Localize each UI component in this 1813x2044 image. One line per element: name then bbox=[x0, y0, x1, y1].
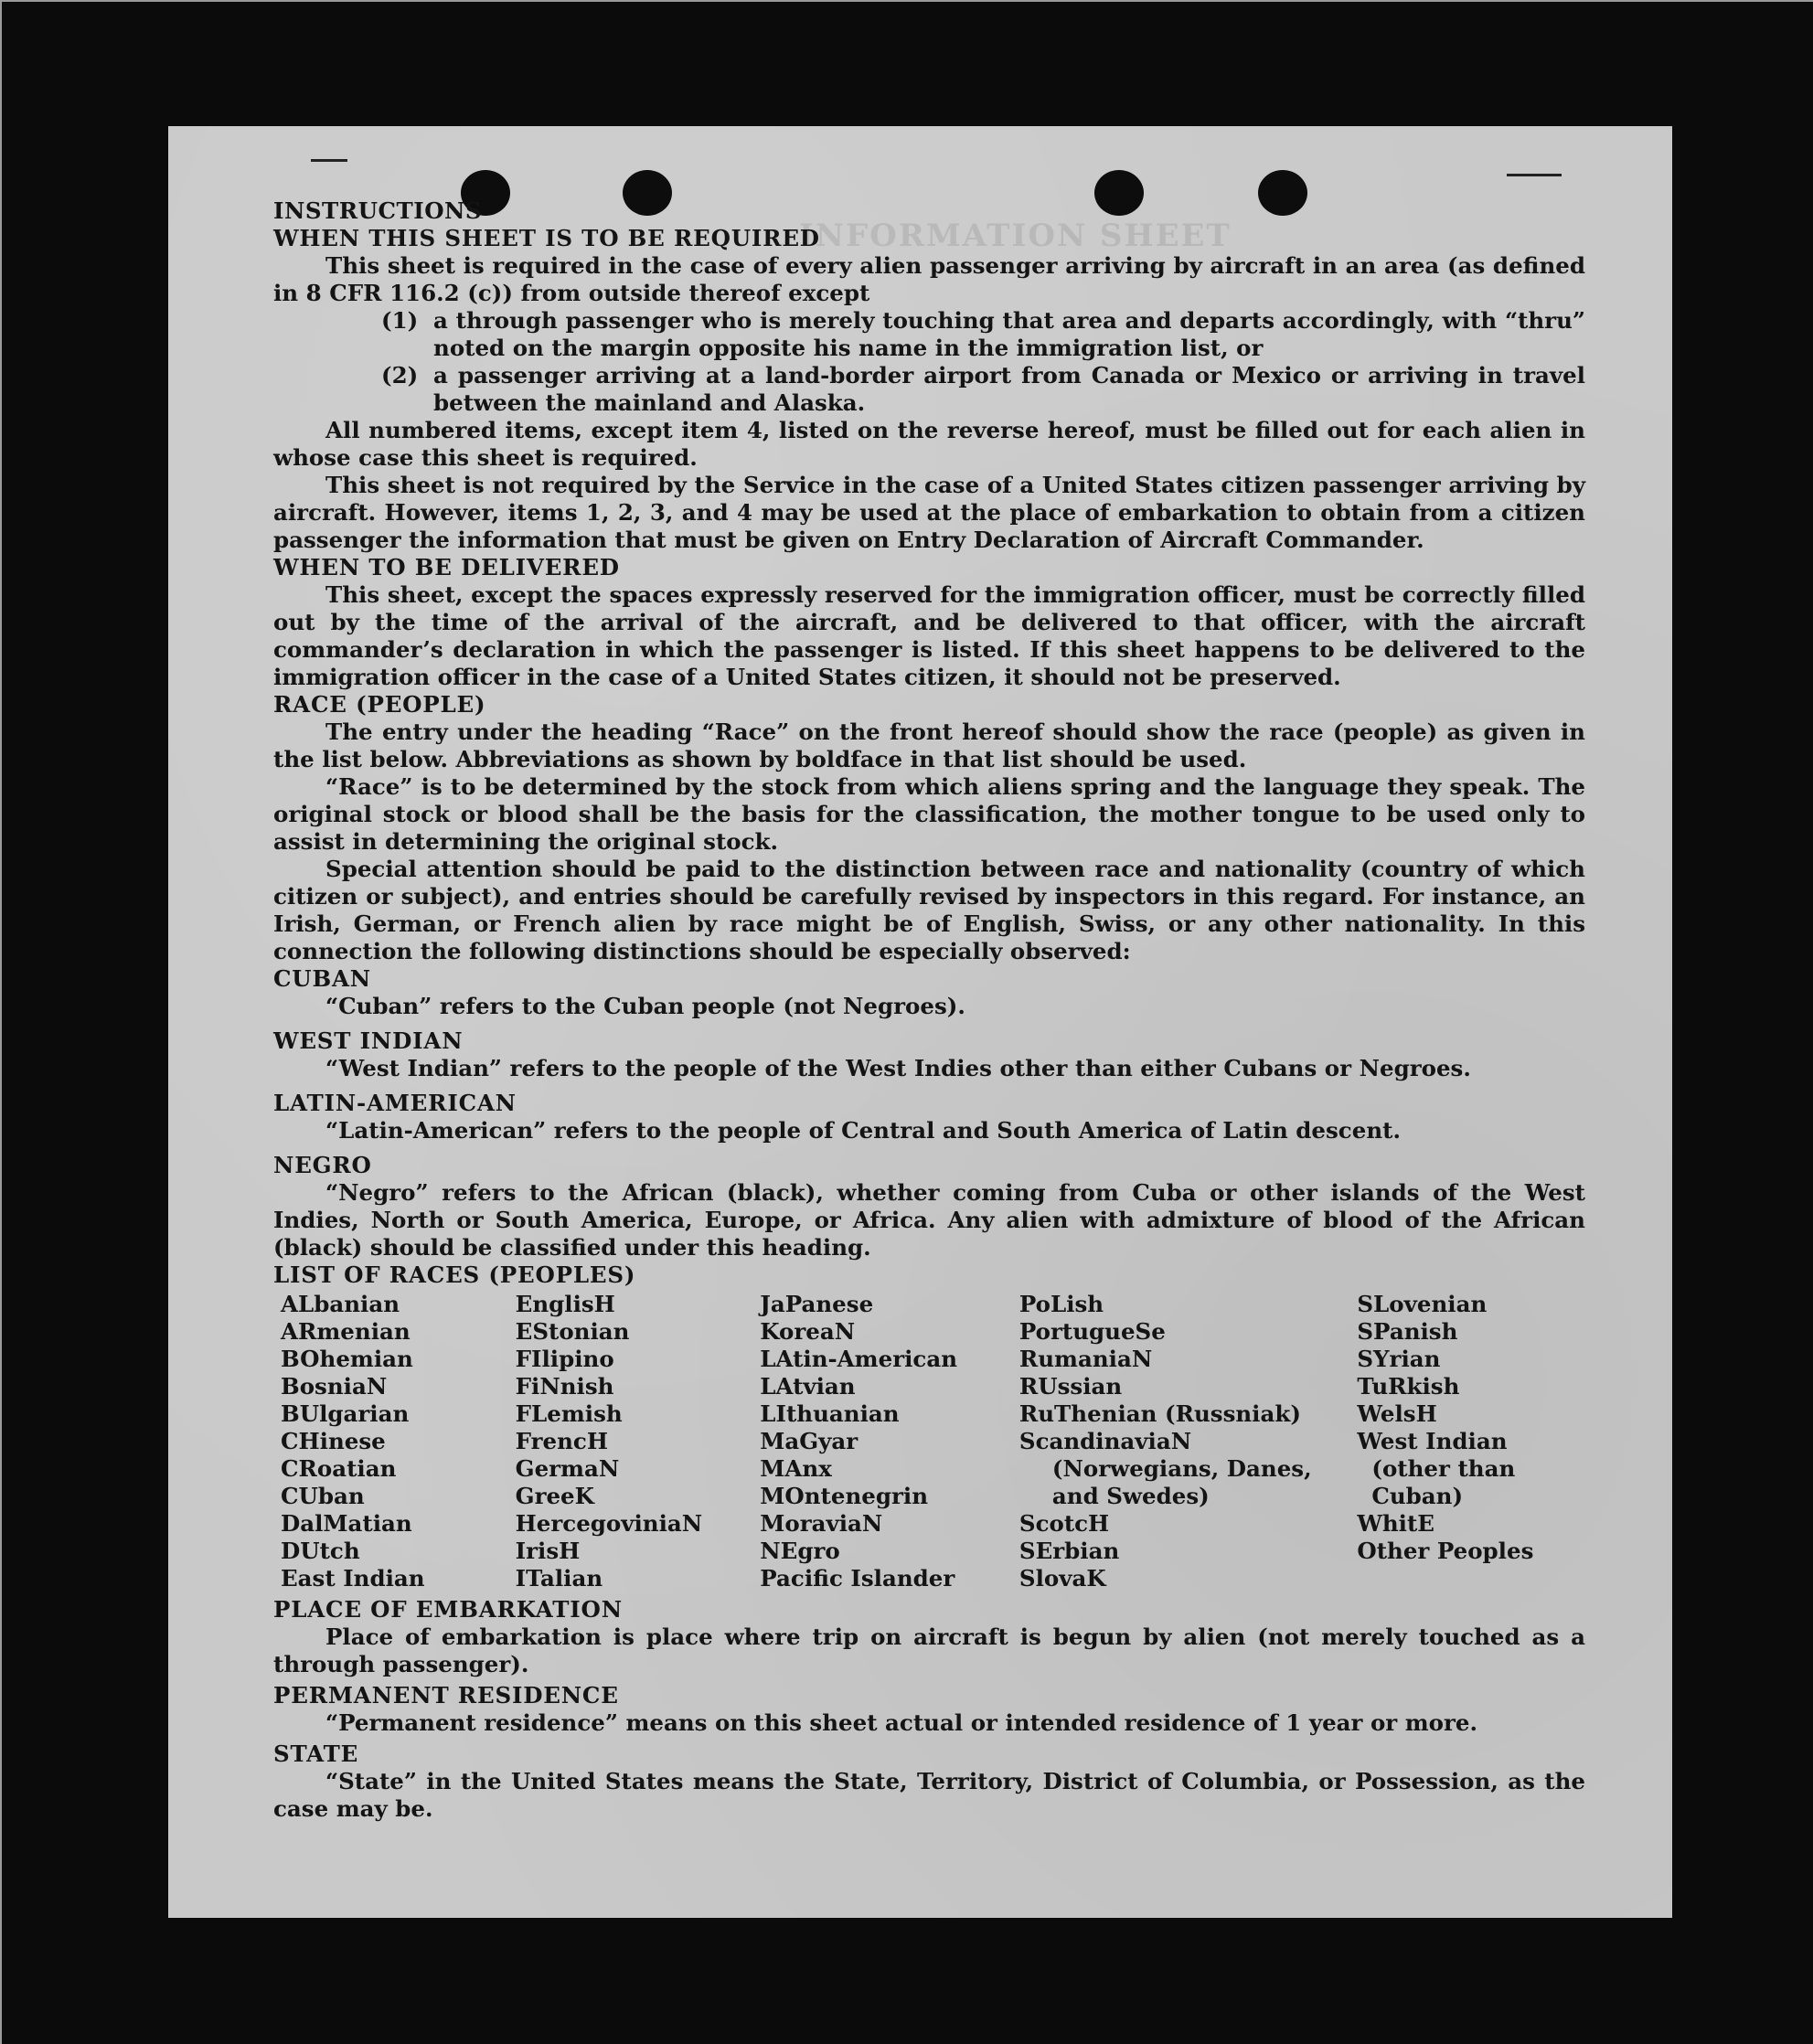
race-entry: ITalian bbox=[515, 1565, 603, 1592]
race-entry: BosniaN bbox=[281, 1373, 388, 1400]
race-entry: ARmenian bbox=[281, 1318, 411, 1345]
race-entry: IrisH bbox=[515, 1538, 581, 1564]
paragraph: This sheet is not required by the Service in the case of a United States citizen passenger arriving by aircraft. However, items 1, 2, 3, and 4 may be used at the place of embarkation to obtain from a citizen passenger the information that must be given on Entry Declaration of Aircraft Commander. bbox=[273, 472, 1585, 553]
race-entry: MAnx bbox=[760, 1455, 832, 1482]
race-entry: FrencH bbox=[515, 1428, 608, 1454]
subheading: LATIN-AMERICAN bbox=[273, 1090, 517, 1116]
race-entry: East Indian bbox=[281, 1565, 425, 1592]
section-heading: STATE bbox=[273, 1741, 359, 1767]
race-column bbox=[281, 1291, 516, 1592]
paragraph: The entry under the heading “Race” on the front hereof should show the race (people) as given in the list below. Abbreviations as shown by boldface in that list should be used. bbox=[273, 719, 1585, 772]
race-entry: LAtin-American bbox=[760, 1346, 958, 1372]
paragraph: “Race” is to be determined by the stock from which aliens spring and the language they speak. The original stock or blood shall be the basis for the classification, the mother tongue to be used only to assist in determining the original stock. bbox=[273, 773, 1585, 855]
race-entry: MoraviaN bbox=[760, 1510, 883, 1537]
scan-mark bbox=[1507, 174, 1562, 176]
instructions-text bbox=[273, 197, 1585, 1823]
race-entry: PortugueSe bbox=[1018, 1318, 1166, 1345]
paragraph: All numbered items, except item 4, listed on the reverse hereof, must be filled out for each alien in whose case this sheet is required. bbox=[273, 417, 1585, 471]
race-entry: DalMatian bbox=[281, 1510, 412, 1537]
bleed-through-title: INFORMATION SHEET bbox=[799, 218, 1232, 254]
race-entry: CRoatian bbox=[281, 1455, 397, 1482]
race-entry: EnglisH bbox=[515, 1291, 615, 1317]
race-entry: FLemish bbox=[515, 1400, 623, 1427]
race-entry: SErbian bbox=[1018, 1538, 1120, 1564]
paragraph: Place of embarkation is place where trip on aircraft is begun by alien (not merely touched as a through passenger). bbox=[273, 1623, 1585, 1677]
race-entry: SLovenian bbox=[1357, 1291, 1488, 1317]
race-entry: MaGyar bbox=[760, 1428, 859, 1454]
race-entry: FiNnish bbox=[515, 1373, 614, 1400]
race-entry: NEgro bbox=[760, 1538, 840, 1564]
paragraph: “Permanent residence” means on this sheet actual or intended residence of 1 year or more. bbox=[325, 1709, 1478, 1736]
race-entry: SYrian bbox=[1357, 1346, 1441, 1372]
paragraph: Special attention should be paid to the distinction between race and nationality (country of which citizen or subject), and entries should be carefully revised by inspectors in this regard. For instance, an Irish, German, or French alien by race might be of English, Swiss, or any other nationality. In this connection the following distinctions should be especially observed: bbox=[273, 856, 1585, 964]
race-entry: SlovaK bbox=[1018, 1565, 1106, 1592]
race-entry: RUssian bbox=[1018, 1373, 1123, 1400]
exception-item: (1) a through passenger who is merely touching that area and departs accordingly, with “thru” noted on the margin opposite his name in the immigration list, or bbox=[381, 307, 1585, 361]
exception-item: (2) a passenger arriving at a land-border airport from Canada or Mexico or arriving in travel between the mainland and Alaska. bbox=[381, 362, 1585, 416]
race-entry: ScotcH bbox=[1018, 1510, 1110, 1537]
race-entry: JaPanese bbox=[760, 1291, 874, 1317]
race-entry: ALbanian bbox=[281, 1291, 400, 1317]
paragraph: “State” in the United States means the State, Territory, District of Columbia, or Possession, as the case may be. bbox=[273, 1768, 1585, 1822]
race-entry: KoreaN bbox=[760, 1318, 856, 1345]
race-list bbox=[281, 1291, 1585, 1592]
race-entry: WelsH bbox=[1357, 1400, 1437, 1427]
race-entry: Other Peoples bbox=[1357, 1538, 1534, 1564]
race-entry: HercegoviniaN bbox=[515, 1510, 703, 1537]
document-page bbox=[168, 126, 1672, 1918]
definition: “West Indian” refers to the people of the West Indies other than either Cubans or Negroes. bbox=[325, 1055, 1471, 1081]
race-entry: MOntenegrin bbox=[760, 1483, 929, 1509]
definition: “Latin-American” refers to the people of Central and South America of Latin descent. bbox=[325, 1117, 1401, 1144]
section-heading: PLACE OF EMBARKATION bbox=[273, 1596, 623, 1623]
race-entry: BOhemian bbox=[281, 1346, 413, 1372]
frame-border-top bbox=[0, 0, 1813, 2]
section-heading: WHEN THIS SHEET IS TO BE REQUIRED bbox=[273, 225, 820, 251]
definition: “Cuban” refers to the Cuban people (not Negroes). bbox=[325, 993, 965, 1019]
race-entry: ScandinaviaN (Norwegians, Danes, and Swedes) bbox=[1018, 1428, 1312, 1509]
frame-border-left bbox=[0, 0, 2, 2044]
race-entry: Pacific Islander bbox=[760, 1565, 955, 1592]
race-column bbox=[516, 1291, 761, 1592]
subheading: WEST INDIAN bbox=[273, 1027, 464, 1054]
race-entry: RuThenian (Russniak) bbox=[1018, 1400, 1301, 1427]
race-entry: GermaN bbox=[515, 1455, 620, 1482]
race-entry: FIlipino bbox=[515, 1346, 614, 1372]
race-entry: West Indian (other than Cuban) bbox=[1357, 1428, 1516, 1509]
paragraph: This sheet, except the spaces expressly reserved for the immigration officer, must be correctly filled out by the time of the arrival of the aircraft, and be delivered to that officer, with the aircraft commander’s declaration in which the passenger is listed. If this sheet happens to be delivered to the immigration officer in the case of a United States citizen, it should not be preserved. bbox=[273, 581, 1585, 690]
race-entry: LIthuanian bbox=[760, 1400, 900, 1427]
race-entry: SPanish bbox=[1357, 1318, 1458, 1345]
race-column bbox=[1357, 1291, 1585, 1592]
section-heading: WHEN TO BE DELIVERED bbox=[273, 554, 620, 580]
subheading: NEGRO bbox=[273, 1152, 372, 1178]
race-entry: EStonian bbox=[515, 1318, 630, 1345]
race-column bbox=[760, 1291, 1019, 1592]
section-heading: PERMANENT RESIDENCE bbox=[273, 1682, 619, 1709]
subheading: CUBAN bbox=[273, 965, 371, 992]
page-title: INSTRUCTIONS bbox=[273, 197, 483, 224]
race-entry: GreeK bbox=[515, 1483, 594, 1509]
race-entry: TuRkish bbox=[1357, 1373, 1460, 1400]
race-column bbox=[1019, 1291, 1357, 1592]
race-entry: BUlgarian bbox=[281, 1400, 410, 1427]
definition: “Negro” refers to the African (black), whether coming from Cuba or other islands of the West Indies, North or South America, Europe, or Africa. Any alien with admixture of blood of the African (black) should be classified under this heading. bbox=[273, 1179, 1585, 1261]
race-entry: WhitE bbox=[1357, 1510, 1434, 1537]
section-heading: RACE (PEOPLE) bbox=[273, 691, 486, 718]
race-entry: LAtvian bbox=[760, 1373, 856, 1400]
race-entry: PoLish bbox=[1018, 1291, 1104, 1317]
scan-mark bbox=[311, 159, 347, 162]
race-entry: CHinese bbox=[281, 1428, 386, 1454]
paragraph: This sheet is required in the case of every alien passenger arriving by aircraft in an area (as defined in 8 CFR 116.2 (c)) from outside thereof except bbox=[273, 252, 1585, 306]
race-entry: RumaniaN bbox=[1018, 1346, 1153, 1372]
race-entry: CUban bbox=[281, 1483, 365, 1509]
section-heading: LIST OF RACES (PEOPLES) bbox=[273, 1262, 636, 1288]
race-entry: DUtch bbox=[281, 1538, 360, 1564]
